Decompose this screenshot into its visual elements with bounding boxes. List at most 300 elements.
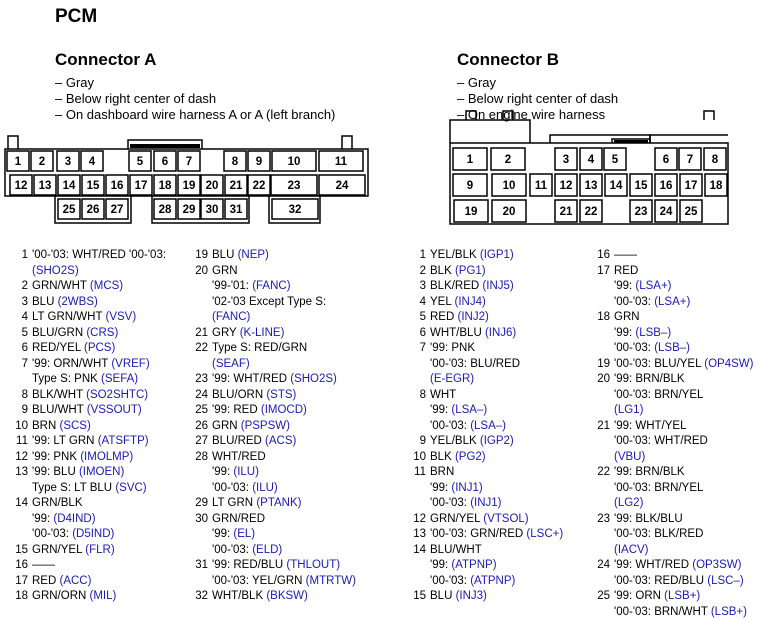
wire-info: '99:	[614, 280, 635, 292]
connector-b-pin-24-desc	[592, 558, 753, 589]
wire-info: '00-'03:	[430, 497, 470, 509]
connector-b-pin-17-desc	[592, 264, 753, 311]
connector-b-pin-22-label: 22	[585, 206, 598, 218]
pin-desc-line	[430, 574, 563, 590]
pin-desc-line	[430, 527, 563, 543]
connector-b-pin-11-desc	[408, 465, 563, 512]
pin-desc-line	[32, 279, 166, 295]
connector-a-pin-11-label: 11	[335, 156, 348, 168]
wire-info: BLU/RED	[212, 435, 265, 447]
pin-desc-line	[430, 279, 563, 295]
pin-number: 23	[190, 372, 208, 388]
connector-a-pin-4-label: 4	[89, 156, 96, 168]
wire-info: '99:	[430, 482, 451, 494]
connector-a-pin-5-desc	[10, 326, 166, 342]
connector-b-pin-23-label: 23	[635, 206, 648, 218]
pin-desc-line	[32, 481, 166, 497]
pin-number: 15	[408, 589, 426, 605]
wire-info: '99: BRN/BLK	[614, 373, 685, 385]
signal-code: (VSSOUT)	[87, 404, 142, 416]
pin-number: 17	[10, 574, 28, 590]
connector-a-pin-list-1	[10, 248, 166, 605]
connector-a-pin-24-desc	[190, 388, 356, 404]
pin-number: 6	[10, 341, 28, 357]
pin-number: 7	[10, 357, 28, 373]
signal-code: (IGP1)	[480, 249, 514, 261]
wire-info: BLU	[32, 296, 58, 308]
signal-code: (STS)	[266, 389, 296, 401]
pin-number: 13	[10, 465, 28, 481]
pin-number: 22	[190, 341, 208, 357]
signal-code: (LSA–)	[451, 404, 487, 416]
connector-b-title: Connector B	[457, 50, 559, 70]
pin-number: 15	[10, 543, 28, 559]
signal-code: (BKSW)	[266, 590, 308, 602]
signal-code: (MTRTW)	[306, 575, 356, 587]
connector-b-pin-10-label: 10	[503, 180, 516, 192]
pin-desc-line	[430, 543, 563, 559]
signal-code: (LG2)	[614, 497, 643, 509]
pin-desc-line	[32, 372, 166, 388]
wire-info: GRY	[212, 327, 240, 339]
connector-a-pin-2-label: 2	[39, 156, 45, 168]
pin-desc-line	[430, 295, 563, 311]
signal-code: (D5IND)	[72, 528, 114, 540]
wire-info: RED/YEL	[32, 342, 84, 354]
connector-a-pin-26-label: 26	[87, 204, 100, 216]
pin-desc-line	[32, 543, 166, 559]
connector-a-pin-27-label: 27	[111, 204, 124, 216]
wire-info: BLU/GRN	[32, 327, 86, 339]
pin-number: 21	[592, 419, 610, 435]
pin-desc-line	[32, 295, 166, 311]
pin-desc-line	[32, 419, 166, 435]
wire-info: Type S: PNK	[32, 373, 101, 385]
signal-code: (IMOLMP)	[80, 451, 133, 463]
connector-b-pin-15-label: 15	[635, 180, 648, 192]
pin-desc-line	[32, 248, 166, 264]
pin-desc-line	[32, 326, 166, 342]
connector-a-pin-21-desc	[190, 326, 356, 342]
pin-number: 1	[10, 248, 28, 264]
pin-desc-line	[614, 589, 753, 605]
wire-info: '99: ORN/WHT	[32, 358, 111, 370]
wire-info: LT GRN/WHT	[32, 311, 105, 323]
connector-b-pin-18-desc	[592, 310, 753, 357]
pin-desc-line	[430, 481, 563, 497]
connector-b-pin-13-label: 13	[585, 180, 598, 192]
connector-a-pin-23-desc	[190, 372, 356, 388]
pin-desc-line	[212, 419, 356, 435]
pin-desc-line	[430, 326, 563, 342]
pin-desc-line	[430, 310, 563, 326]
signal-code: (PCS)	[84, 342, 115, 354]
connector-b-pin-2-desc	[408, 264, 563, 280]
connector-a-pin-20-label: 20	[206, 180, 219, 192]
connector-b-pin-3-label: 3	[563, 154, 569, 166]
connector-a-pin-13-desc	[10, 465, 166, 496]
wire-info: '00-'03:	[430, 420, 470, 432]
pin-desc-line	[32, 512, 166, 528]
pin-number: 18	[592, 310, 610, 326]
connector-a-pin-22-label: 22	[253, 180, 266, 192]
pin-number: 8	[408, 388, 426, 404]
connector-a-pin-20-desc	[190, 264, 356, 326]
pin-number: 3	[408, 279, 426, 295]
wire-info: '99: RED/BLU	[212, 559, 286, 571]
pin-number: 2	[408, 264, 426, 280]
connector-a-pin-7-desc	[10, 357, 166, 388]
signal-code: (THLOUT)	[286, 559, 340, 571]
connector-a-pin-8-desc	[10, 388, 166, 404]
pin-desc-line	[614, 372, 753, 388]
pin-number: 16	[10, 558, 28, 574]
connector-a-pin-1-label: 1	[15, 156, 22, 168]
wire-info: '00-'03: WHT/RED	[614, 435, 708, 447]
connector-b-pin-3-desc	[408, 279, 563, 295]
wire-info: YEL/BLK	[430, 435, 480, 447]
signal-code: (INJ6)	[485, 327, 516, 339]
pin-number: 18	[10, 589, 28, 605]
pin-number: 14	[408, 543, 426, 559]
pin-desc-line	[614, 388, 753, 404]
wire-info: RED	[430, 311, 457, 323]
connector-b-pin-list-1	[408, 248, 563, 605]
wire-info: '99: BLK/BLU	[614, 513, 683, 525]
connector-a-pin-3-desc	[10, 295, 166, 311]
wire-info: '99: BLU	[32, 466, 79, 478]
pin-number: 11	[408, 465, 426, 481]
pin-desc-line	[614, 403, 753, 419]
signal-code: (ELD)	[252, 544, 282, 556]
connector-b-pin-22-desc	[592, 465, 753, 512]
signal-code: (SO2SHTC)	[86, 389, 148, 401]
pin-number: 28	[190, 450, 208, 466]
pin-desc-line	[430, 558, 563, 574]
wire-info: '00-'03:	[32, 528, 72, 540]
wire-info: '99:	[212, 466, 233, 478]
signal-code: (ACC)	[59, 575, 91, 587]
pin-number: 32	[190, 589, 208, 605]
wire-info: GRN/BLK	[32, 497, 83, 509]
wire-info: BLK	[430, 451, 455, 463]
pin-desc-line	[430, 434, 563, 450]
pin-desc-line	[212, 434, 356, 450]
pin-desc-line	[212, 543, 356, 559]
pin-number: 4	[10, 310, 28, 326]
pin-desc-line	[32, 527, 166, 543]
connector-b-pin-19-label: 19	[465, 206, 478, 218]
pin-number: 26	[190, 419, 208, 435]
connector-b-pin-23-desc	[592, 512, 753, 559]
connector-a-pin-22-desc	[190, 341, 356, 372]
pin-desc-line	[614, 558, 753, 574]
connector-a-pin-30-desc	[190, 512, 356, 559]
connector-a-pin-12-label: 12	[15, 180, 28, 192]
pin-number: 19	[190, 248, 208, 264]
connector-b-pin-20-desc	[592, 372, 753, 419]
pin-desc-line	[212, 527, 356, 543]
connector-a-pin-32-desc	[190, 589, 356, 605]
pin-desc-line	[32, 434, 166, 450]
pin-number: 12	[408, 512, 426, 528]
connector-a-pin-5-label: 5	[137, 156, 144, 168]
wire-info: '00-'03: WHT/RED '00-'03:	[32, 249, 166, 261]
signal-code: (ATPNP)	[470, 575, 515, 587]
connector-a-pin-14-label: 14	[63, 180, 76, 192]
pin-number: 13	[408, 527, 426, 543]
connector-a-pin-19-desc	[190, 248, 356, 264]
signal-code: (INJ2)	[457, 311, 488, 323]
signal-code: (INJ4)	[455, 296, 486, 308]
signal-code: (PG2)	[455, 451, 486, 463]
connector-b-pin-9-desc	[408, 434, 563, 450]
pin-desc-line	[614, 279, 753, 295]
pin-number: 27	[190, 434, 208, 450]
page-title: PCM	[55, 6, 97, 28]
pin-desc-line	[430, 264, 563, 280]
pin-desc-line	[614, 248, 753, 264]
connector-b-pin-13-desc	[408, 527, 563, 543]
wire-info: '00-'03: BLU/YEL	[614, 358, 704, 370]
pin-desc-line	[430, 388, 563, 404]
connector-a-note: – On dashboard wire harness A or A (left branch)	[55, 107, 335, 123]
wire-info: '99: RED	[212, 404, 261, 416]
pin-number: 21	[190, 326, 208, 342]
signal-code: (OP3SW)	[692, 559, 741, 571]
wire-info: '99: WHT/YEL	[614, 420, 687, 432]
pin-number: 25	[190, 403, 208, 419]
pin-number: 12	[10, 450, 28, 466]
signal-code: (LSA+)	[635, 280, 671, 292]
pin-desc-line	[614, 527, 753, 543]
signal-code: (SCS)	[59, 420, 90, 432]
signal-code: (LSB–)	[635, 327, 671, 339]
signal-code: (VTSOL)	[483, 513, 528, 525]
pin-desc-line	[212, 512, 356, 528]
connector-a-pin-9-label: 9	[256, 156, 262, 168]
connector-b-pin-5-desc	[408, 310, 563, 326]
pin-desc-line	[430, 496, 563, 512]
wire-info: '99: ORN	[614, 590, 664, 602]
wire-info: WHT	[430, 389, 456, 401]
wire-info: '99-'01:	[212, 280, 252, 292]
connector-b-pin-list-2	[592, 248, 753, 620]
signal-code: (INJ1)	[451, 482, 482, 494]
signal-code: (INJ1)	[470, 497, 501, 509]
pin-desc-line	[614, 326, 753, 342]
connector-a-pin-10-label: 10	[288, 156, 301, 168]
pin-desc-line	[430, 403, 563, 419]
connector-a-pin-10-desc	[10, 419, 166, 435]
signal-code: (LSA+)	[654, 296, 690, 308]
wire-info: GRN	[614, 311, 640, 323]
connector-a-pin-9-desc	[10, 403, 166, 419]
pin-desc-line	[32, 264, 166, 280]
signal-code: (ILU)	[252, 482, 278, 494]
connector-b-pin-4-label: 4	[588, 154, 595, 166]
connector-a-pin-15-desc	[10, 543, 166, 559]
connector-a-pin-17-desc	[10, 574, 166, 590]
signal-code: (ATPNP)	[451, 559, 496, 571]
connector-b-pin-21-label: 21	[560, 206, 573, 218]
wire-info: Type S: LT BLU	[32, 482, 115, 494]
connector-b-pin-20-label: 20	[503, 206, 516, 218]
signal-code: (LSC+)	[526, 528, 563, 540]
wire-info: '00-'03: YEL/GRN	[212, 575, 306, 587]
pin-desc-line	[430, 357, 563, 373]
pin-desc-line	[430, 465, 563, 481]
pin-number: 24	[190, 388, 208, 404]
pin-desc-line	[614, 450, 753, 466]
pin-desc-line	[212, 574, 356, 590]
wire-info: GRN/RED	[212, 513, 265, 525]
wire-info: GRN/ORN	[32, 590, 90, 602]
connector-a-pin-24-label: 24	[336, 180, 349, 192]
pin-number: 31	[190, 558, 208, 574]
connector-a-pin-16-label: 16	[111, 180, 124, 192]
connector-a-pin-6-desc	[10, 341, 166, 357]
pin-number: 19	[592, 357, 610, 373]
connector-a-pin-16-desc	[10, 558, 166, 574]
wire-info: BLU	[430, 590, 456, 602]
connector-a-pin-list-2	[190, 248, 356, 605]
pin-desc-line	[212, 295, 356, 311]
pin-desc-line	[212, 341, 356, 357]
connector-b-note: – Gray	[457, 75, 618, 91]
pin-desc-line	[430, 450, 563, 466]
wire-info: BLK/WHT	[32, 389, 86, 401]
signal-code: (MCS)	[90, 280, 123, 292]
pin-desc-line	[614, 357, 753, 373]
pin-desc-line	[614, 310, 753, 326]
connector-b-pin-6-desc	[408, 326, 563, 342]
signal-code: (D4IND)	[53, 513, 95, 525]
pin-desc-line	[614, 419, 753, 435]
wire-info: YEL/BLK	[430, 249, 480, 261]
connector-a-pin-17-label: 17	[135, 180, 148, 192]
pin-desc-line	[430, 419, 563, 435]
wire-info: '00-'03:	[430, 575, 470, 587]
wire-info: '99: WHT/RED	[212, 373, 290, 385]
pin-desc-line	[212, 279, 356, 295]
connector-diagrams	[0, 0, 770, 240]
pin-number: 5	[408, 310, 426, 326]
pin-desc-line	[614, 481, 753, 497]
connector-b-note: – Below right center of dash	[457, 91, 618, 107]
signal-code: (VBU)	[614, 451, 645, 463]
signal-code: (IGP2)	[480, 435, 514, 447]
pin-desc-line	[212, 310, 356, 326]
pin-desc-line	[614, 543, 753, 559]
signal-code: (INJ3)	[456, 590, 487, 602]
wire-info: '00-'03: BRN/WHT	[614, 606, 711, 618]
wire-info: '99:	[430, 559, 451, 571]
signal-code: (LSB–)	[654, 342, 690, 354]
wire-info: Type S: RED/GRN	[212, 342, 307, 354]
signal-code: (LG1)	[614, 404, 643, 416]
wire-info: GRN	[212, 420, 241, 432]
wire-info: '99:	[212, 528, 233, 540]
signal-code: (NEP)	[238, 249, 269, 261]
signal-code: (SVC)	[115, 482, 146, 494]
pin-desc-line	[614, 264, 753, 280]
pin-number: 10	[408, 450, 426, 466]
signal-code: (2WBS)	[58, 296, 98, 308]
pin-number: 14	[10, 496, 28, 512]
connector-b-pin-12-label: 12	[560, 180, 573, 192]
signal-code: (ATSFTP)	[98, 435, 149, 447]
connector-b-pin-24-label: 24	[660, 206, 673, 218]
connector-a-pin-31-label: 31	[230, 204, 243, 216]
connector-a-pin-6-label: 6	[162, 156, 168, 168]
connector-a-pin-31-desc	[190, 558, 356, 589]
signal-code: (PG1)	[455, 265, 486, 277]
wire-info: LT GRN	[212, 497, 256, 509]
connector-b-pin-15-desc	[408, 589, 563, 605]
pin-number: 30	[190, 512, 208, 528]
connector-a-pin-3-label: 3	[65, 156, 71, 168]
connector-b-pin-5-label: 5	[612, 154, 619, 166]
wire-info: '02-'03 Except Type S:	[212, 296, 326, 308]
connector-b-pin-1-desc	[408, 248, 563, 264]
signal-code: (IMOEN)	[79, 466, 124, 478]
pin-number: 16	[592, 248, 610, 264]
connector-b-pin-16-label: 16	[660, 180, 673, 192]
pin-desc-line	[32, 574, 166, 590]
signal-code: (FANC)	[212, 311, 250, 323]
connector-b-pin-6-label: 6	[663, 154, 669, 166]
wire-info: RED	[32, 575, 59, 587]
wire-info: '99: LT GRN	[32, 435, 98, 447]
pin-desc-line	[32, 589, 166, 605]
connector-b-pin-2-label: 2	[505, 154, 511, 166]
pin-number: 8	[10, 388, 28, 404]
connector-a-pin-11-desc	[10, 434, 166, 450]
connector-b-pins	[453, 148, 727, 222]
pin-desc-line	[212, 403, 356, 419]
wire-info: '00-'03: BLU/RED	[430, 358, 520, 370]
connector-b-pin-18-label: 18	[710, 180, 723, 192]
pin-desc-line	[32, 496, 166, 512]
connector-b-pin-4-desc	[408, 295, 563, 311]
connector-a-pin-2-desc	[10, 279, 166, 295]
wire-info: WHT/BLU	[430, 327, 485, 339]
pin-desc-line	[212, 589, 356, 605]
wire-info: '00-'03: BRN/YEL	[614, 389, 703, 401]
pin-desc-line	[430, 341, 563, 357]
pin-number: 4	[408, 295, 426, 311]
signal-code: (PTANK)	[256, 497, 301, 509]
wire-info: '99: BRN/BLK	[614, 466, 685, 478]
wire-info: '99:	[430, 404, 451, 416]
wire-info: '99: PNK	[32, 451, 80, 463]
pin-number: 5	[10, 326, 28, 342]
wire-info: BLU	[212, 249, 238, 261]
pin-number: 23	[592, 512, 610, 528]
connector-a-pin-25-desc	[190, 403, 356, 419]
pin-desc-line	[212, 481, 356, 497]
connector-a-pin-23-label: 23	[288, 180, 301, 192]
wire-info: '00-'03:	[614, 342, 654, 354]
signal-code: (IACV)	[614, 544, 649, 556]
wire-info: ——	[32, 559, 55, 571]
pin-number: 9	[408, 434, 426, 450]
connector-a-note: – Below right center of dash	[55, 91, 335, 107]
connector-a-pin-13-label: 13	[39, 180, 52, 192]
signal-code: (LSA–)	[470, 420, 506, 432]
pin-desc-line	[430, 372, 563, 388]
